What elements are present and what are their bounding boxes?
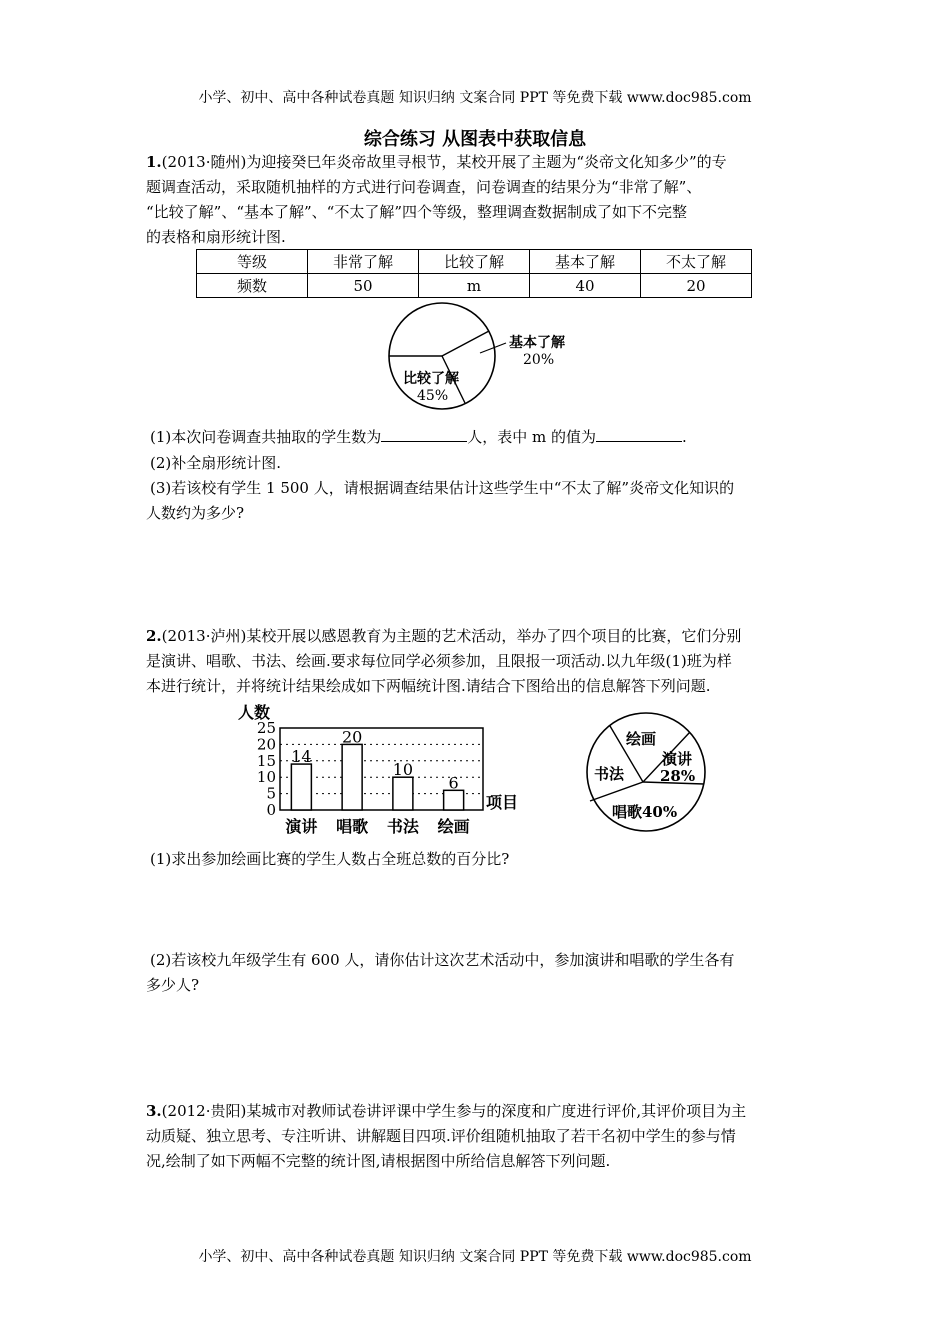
y-tick-label: 5 <box>266 784 276 803</box>
answer-blank[interactable] <box>381 425 467 442</box>
q2-line3: 本进行统计，并将统计结果绘成如下两幅统计图.请结合下图给出的信息解答下列问题. <box>146 677 711 695</box>
q1-sub3-line2: 人数约为多少? <box>146 504 245 522</box>
q2-sub2-line1: (2)若该校九年级学生有 600 人，请你估计这次艺术活动中，参加演讲和唱歌的学生各有 <box>150 951 735 969</box>
q1-line3: “比较了解”、“基本了解”、“不太了解”四个等级，整理调查数据制成了如下不完整 <box>146 203 688 221</box>
y-axis-label: 人数 <box>238 703 271 722</box>
y-tick-label: 20 <box>256 735 276 754</box>
bar-value-label: 6 <box>448 773 459 793</box>
q1-line2: 题调查活动，采取随机抽样的方式进行问卷调查，问卷调查的结果分为“非常了解”、 <box>146 178 702 196</box>
question-1-number: 1. <box>146 153 162 171</box>
pie-slice-label: 比较了解 <box>403 371 459 387</box>
x-axis-label: 项目 <box>486 793 519 812</box>
question-3-text <box>146 1099 808 1174</box>
bar <box>291 764 311 810</box>
bar <box>393 777 413 810</box>
table-cell: m <box>419 274 530 298</box>
table-cell: 20 <box>641 274 752 298</box>
y-tick-label: 25 <box>256 719 276 737</box>
q2-bar-chart <box>230 700 540 840</box>
table-cell: 频数 <box>197 274 308 298</box>
q1-sub3-line1: (3)若该校有学生 1 500 人，请根据调查结果估计这些学生中“不太了解”炎帝文化知识的 <box>150 479 735 497</box>
page-title: 综合练习 从图表中获取信息 <box>363 129 587 150</box>
q1-sub1-text-a: (1)本次问卷调查共抽取的学生数为 <box>150 428 382 446</box>
question-2-number: 2. <box>146 627 162 645</box>
y-tick-label: 10 <box>256 768 276 787</box>
y-tick-label: 15 <box>256 751 276 770</box>
q2-sub1: (1)求出参加绘画比赛的学生人数占全班总数的百分比? <box>150 850 510 868</box>
pie-slice-label: 唱歌40% <box>612 803 678 821</box>
q2-line2: 是演讲、唱歌、书法、绘画.要求每位同学必须参加，且限报一项活动.以九年级(1)班为样 <box>146 652 732 670</box>
q1-sub1-text-c: . <box>682 428 687 446</box>
pie-slice-percent: 28% <box>660 767 696 785</box>
q1-pie-chart <box>385 302 585 412</box>
bar-value-label: 20 <box>341 727 363 747</box>
q3-line2: 动质疑、独立思考、专注听讲、讲解题目四项.评价组随机抽取了若干名初中学生的参与情 <box>146 1127 736 1145</box>
page-header: 小学、初中、高中各种试卷真题 知识归纳 文案合同 PPT 等免费下载 www.doc985.com <box>198 90 752 106</box>
bar-value-label: 14 <box>291 747 312 767</box>
q1-sub1 <box>150 425 687 450</box>
bar <box>444 790 464 810</box>
q1-line1: (2013·随州)为迎接癸巳年炎帝故里寻根节，某校开展了主题为“炎帝文化知多少”的专 <box>161 153 727 171</box>
q1-sub1-text-b: 人，表中 m 的值为 <box>467 428 597 446</box>
q1-line4: 的表格和扇形统计图. <box>146 228 286 246</box>
pie-slice-percent: 20% <box>523 352 555 368</box>
pie-slice-percent: 45% <box>417 388 449 404</box>
table-cell: 不太了解 <box>641 250 752 274</box>
question-1-text <box>146 150 808 250</box>
bar <box>342 744 362 810</box>
pie-slice-label: 书法 <box>594 765 625 783</box>
x-category-label: 演讲 <box>285 817 318 836</box>
question-2-text <box>146 624 808 699</box>
q2-sub2-line2: 多少人? <box>146 976 200 994</box>
table-cell: 等级 <box>197 250 308 274</box>
page-footer: 小学、初中、高中各种试卷真题 知识归纳 文案合同 PPT 等免费下载 www.doc985.com <box>198 1249 752 1265</box>
q1-sub2: (2)补全扇形统计图. <box>150 454 282 472</box>
q3-line1: (2012·贵阳)某城市对教师试卷讲评课中学生参与的深度和广度进行评价,其评价项目为主 <box>161 1102 747 1120</box>
x-category-label: 唱歌 <box>336 817 369 836</box>
table-cell: 50 <box>308 274 419 298</box>
x-category-label: 绘画 <box>437 817 470 836</box>
q2-pie-chart <box>580 712 720 832</box>
pie-slice-label: 演讲 <box>662 750 693 768</box>
table-cell: 非常了解 <box>308 250 419 274</box>
frequency-table <box>196 249 752 298</box>
table-cell: 40 <box>530 274 641 298</box>
table-cell: 比较了解 <box>419 250 530 274</box>
table-row <box>197 274 752 298</box>
answer-blank[interactable] <box>596 425 682 442</box>
pie-slice-label: 绘画 <box>626 730 657 748</box>
x-category-label: 书法 <box>386 817 419 836</box>
y-tick-label: 0 <box>266 801 276 819</box>
table-cell: 基本了解 <box>530 250 641 274</box>
q2-line1: (2013·泸州)某校开展以感恩教育为主题的艺术活动，举办了四个项目的比赛，它们分别 <box>161 627 742 645</box>
table-header-row <box>197 250 752 274</box>
bar-value-label: 10 <box>392 760 414 780</box>
pie-slice-label: 基本了解 <box>509 335 565 351</box>
question-3-number: 3. <box>146 1102 162 1120</box>
q3-line3: 况,绘制了如下两幅不完整的统计图,请根据图中所给信息解答下列问题. <box>146 1152 611 1170</box>
